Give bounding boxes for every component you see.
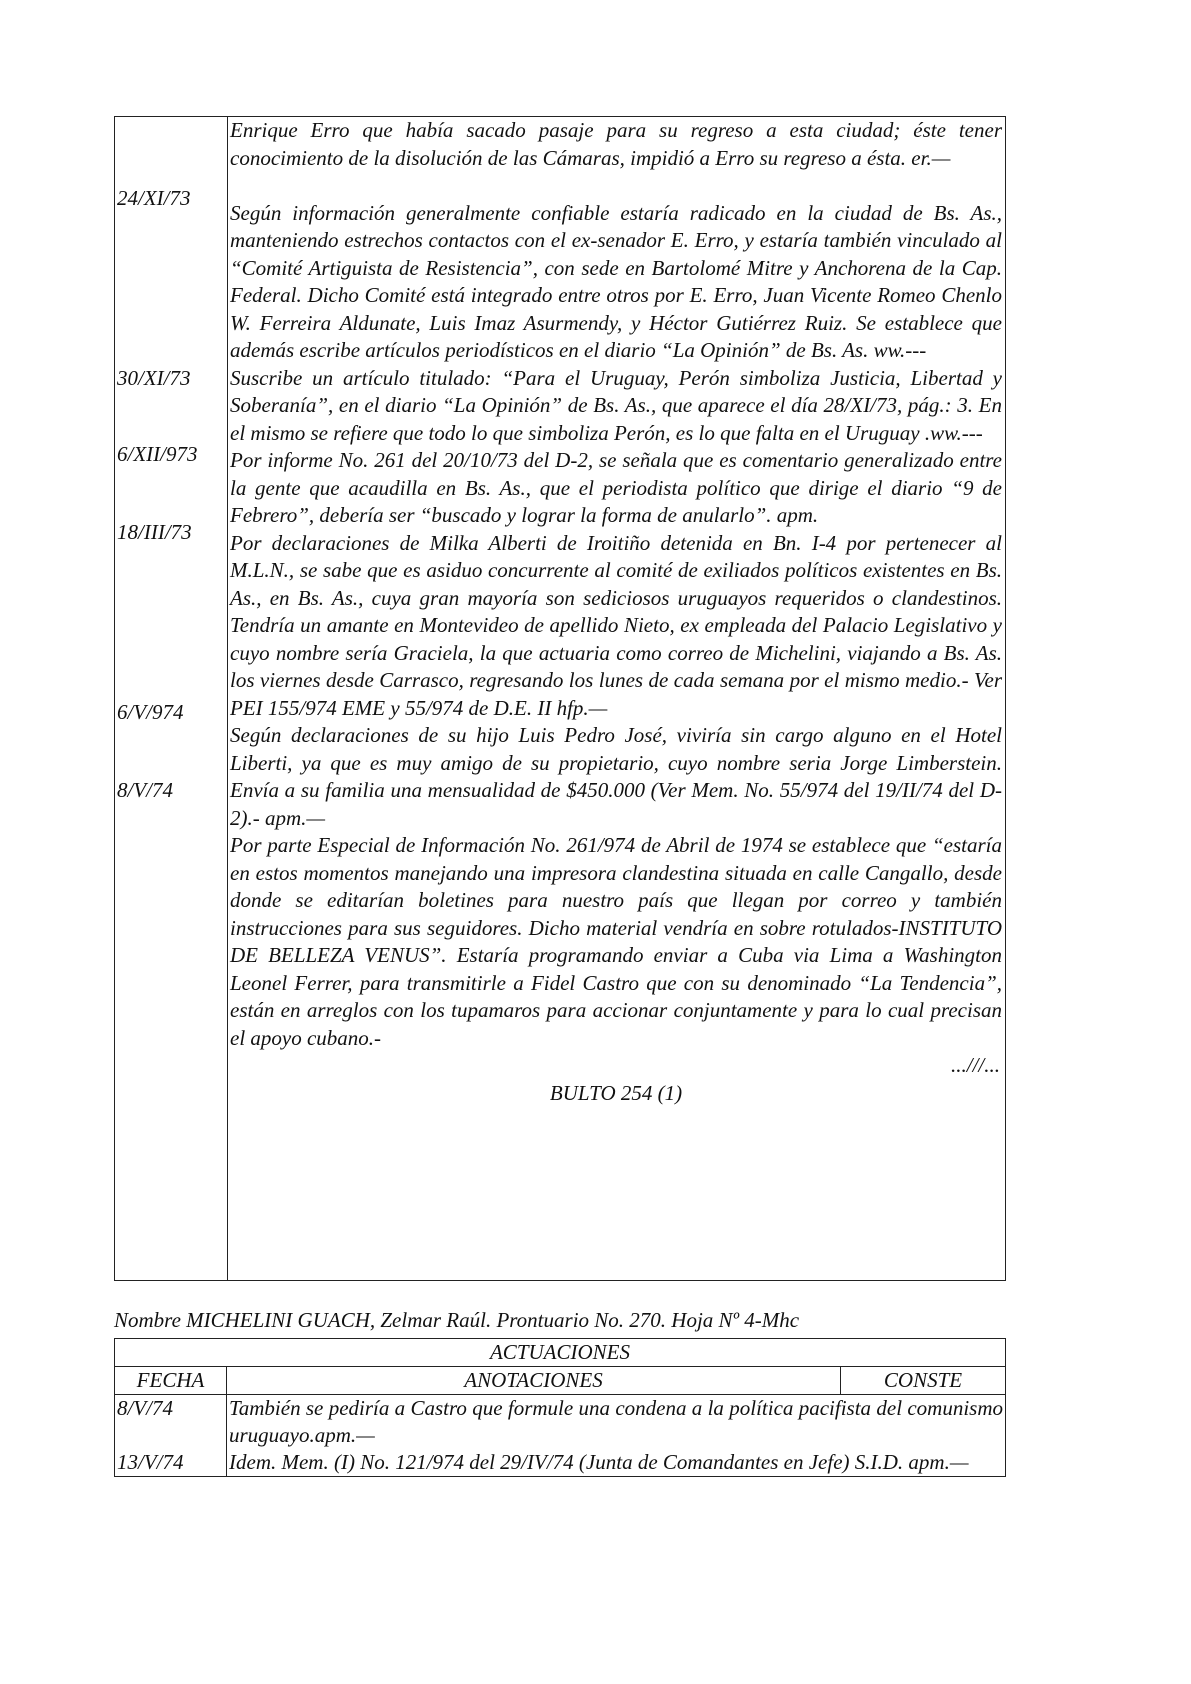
column-header-anotaciones: ANOTACIONES xyxy=(227,1367,841,1395)
actuaciones-table xyxy=(114,1338,1006,1477)
column-header-fecha: FECHA xyxy=(115,1367,227,1395)
record-date: 6/XII/973 xyxy=(117,442,198,466)
blank-line xyxy=(117,1422,224,1449)
annotation-paragraph: Según información generalmente confiable estaría radicado en la ciudad de Bs. As., manteniendo estrechos contactos con el ex-senador E. Erro, y estaría también vinculado al “Comité Artiguista de Resistencia”, con sede en Bartolomé Mitre y Anchorena de la Cap. Federal. Dicho Comité está integrado entre otros por E. Erro, Juan Vicente Romeo Chenlo W. Ferreira Aldunate, Luis Imaz Asurmendy, y Héctor Gutiérrez Ruiz. Se establece que además escribe artículos periodísticos en el diario “La Opinión” de Bs. As. ww.--- xyxy=(230,200,1002,362)
entry-date: 8/V/74 xyxy=(117,1396,173,1420)
entry-date: 13/V/74 xyxy=(117,1450,184,1474)
annotations-column xyxy=(230,117,1002,1107)
record-header-line: Nombre MICHELINI GUACH, Zelmar Raúl. Prontuario No. 270. Hoja Nº 4-Mhc xyxy=(114,1308,800,1332)
column-header-conste: CONSTE xyxy=(841,1367,1006,1395)
annotation-paragraph: Según declaraciones de su hijo Luis Pedro José, viviría sin cargo alguno en el Hotel Liberti, ya que es muy amigo de su propietario, cuyo nombre seria Jorge Limberstein. Envía a su familia una mensualidad de $450.000 (Ver Mem. No. 55/974 del 19/II/74 del D-2).- apm.— xyxy=(230,723,1002,830)
annotation-paragraph: Suscribe un artículo titulado: “Para el Uruguay, Perón simboliza Justicia, Libertad y Soberanía”, en el diario “La Opinión” de Bs. As., que aparece el día 28/XI/73, pág.: 3. En el mismo se refiere que todo lo que simboliza Perón, es lo que falta en el Uruguay .ww.--- xyxy=(230,365,1002,445)
blank-line xyxy=(230,172,1002,200)
upper-records-table xyxy=(114,116,1006,1281)
record-date: 24/XI/73 xyxy=(117,186,191,210)
anotaciones-cell xyxy=(227,1395,1006,1477)
annotation-paragraph: Por declaraciones de Milka Alberti de Iroitiño detenida en Bn. I-4 por pertenecer al M.L.N., se sabe que es asiduo concurrente al comité de exiliados políticos existentes en Bs. As., en Bs. As., cuya gran mayoría son sediciosos uruguayos requeridos o clandestinos. Tendría un amante en Montevideo de apellido Nieto, ex empleada del Palacio Legislativo y cuyo nombre sería Graciela, la que actuaria como correo de Michelini, viajando a Bs. As. los viernes desde Carrasco, regresando los lunes de cada semana por el mismo medio.- Ver PEI 155/974 EME y 55/974 de D.E. II hfp.— xyxy=(230,530,1002,720)
column-divider xyxy=(227,117,228,1280)
actuaciones-title: ACTUACIONES xyxy=(115,1339,1006,1367)
record-date: 8/V/74 xyxy=(117,778,173,802)
record-date: 6/V/974 xyxy=(117,700,184,724)
entry-text: También se pediría a Castro que formule una condena a la política pacifista del comunismo uruguayo.apm.— xyxy=(229,1396,1003,1447)
entry-text: Idem. Mem. (I) No. 121/974 del 29/IV/74 (Junta de Comandantes en Jefe) S.I.D. apm.— xyxy=(229,1450,969,1474)
annotation-paragraph: Enrique Erro que había sacado pasaje para su regreso a esta ciudad; éste tener conocimiento de la disolución de las Cámaras, impidió a Erro su regreso a ésta. er.— xyxy=(230,118,1002,170)
record-date: 30/XI/73 xyxy=(117,366,191,390)
continuation-mark: ...///... xyxy=(950,1053,1000,1077)
fecha-cell xyxy=(115,1395,227,1477)
record-date: 18/III/73 xyxy=(117,520,192,544)
bulto-label: BULTO 254 (1) xyxy=(549,1080,683,1105)
annotation-paragraph: Por parte Especial de Información No. 261/974 de Abril de 1974 se establece que “estaría en estos momentos manejando una impresora clandestina situada en calle Cangallo, desde donde se editarían boletines para nuestro país que llegan por correo y también instrucciones para sus seguidores. Dicho material vendría en sobre rotulados-INSTITUTO DE BELLEZA VENUS”. Estaría programando enviar a Cuba via Lima a Washington Leonel Ferrer, para transmitirle a Fidel Castro que con su denominado “La Tendencia”, están en arreglos con los tupamaros para accionar conjuntamente y para lo cual precisan el apoyo cubano.- xyxy=(230,833,1002,1050)
annotation-paragraph: Por informe No. 261 del 20/10/73 del D-2, se señala que es comentario generalizado entre la gente que acaudilla en Bs. As., que el periodista político que dirige el diario “9 de Febrero”, debería ser “buscado y lograr la forma de anularlo”. apm. xyxy=(230,448,1002,527)
